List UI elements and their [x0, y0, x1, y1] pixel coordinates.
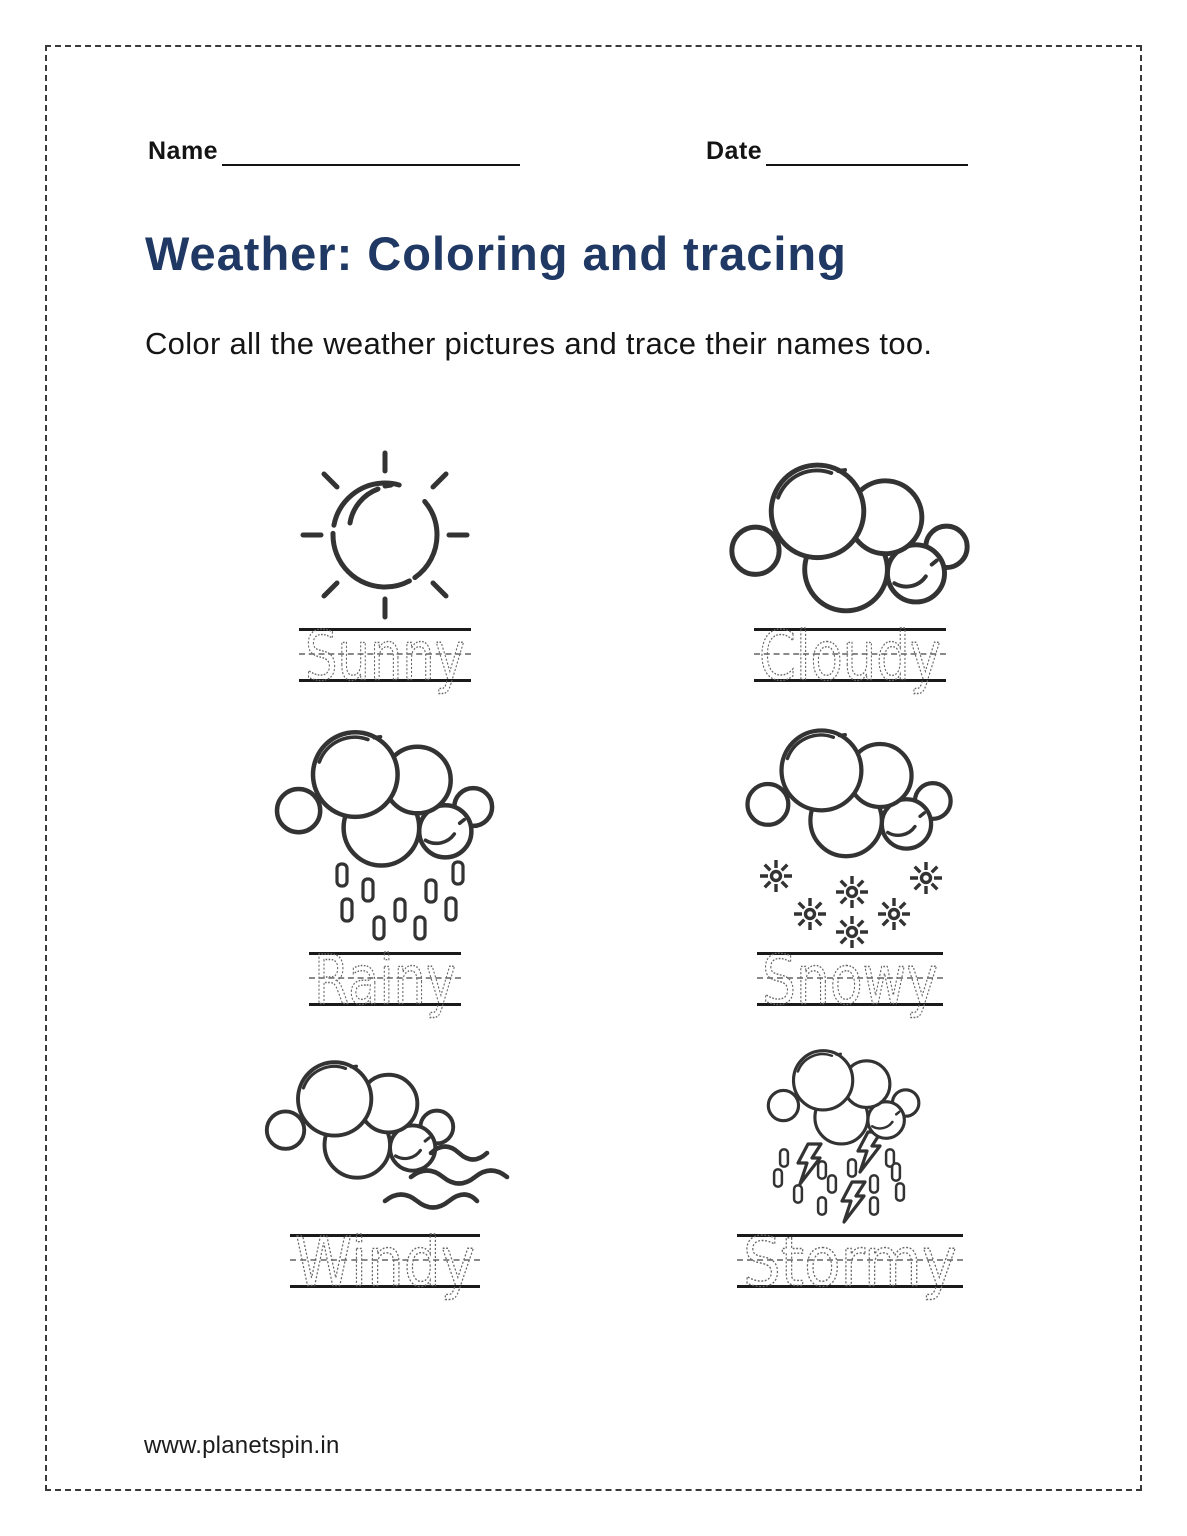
cell-windy [225, 1040, 545, 1303]
date-blank-line [766, 138, 968, 166]
rain-cloud-icon [268, 714, 503, 952]
page-title: Weather: Coloring and tracing [145, 227, 847, 280]
trace-word-rainy [309, 941, 461, 1044]
trace-word-cloudy [754, 617, 946, 720]
trace-word-sunny [299, 617, 471, 720]
instructions-text: Color all the weather pictures and trace their names too. [145, 326, 933, 361]
trace-word-snowy [757, 941, 943, 1044]
wind-cloud-icon [259, 1040, 511, 1234]
trace-lines-sunny [299, 617, 471, 697]
date-field [706, 138, 968, 166]
name-field [148, 138, 520, 166]
cell-stormy [690, 1040, 1010, 1303]
sun-icon [290, 442, 480, 628]
cloud-icon [722, 442, 978, 628]
svg-text:Cloudy: Cloudy [759, 617, 941, 697]
svg-text:Stormy: Stormy [743, 1223, 957, 1303]
name-label: Name [148, 137, 219, 165]
trace-lines-cloudy [754, 617, 946, 697]
footer-website: www.planetspin.in [144, 1432, 340, 1459]
cell-rainy [225, 714, 545, 1021]
svg-text:Snowy: Snowy [762, 941, 938, 1021]
trace-lines-stormy [737, 1223, 963, 1303]
name-blank-line [222, 138, 520, 166]
cell-snowy [690, 714, 1010, 1021]
trace-lines-rainy [309, 941, 461, 1021]
date-label: Date [706, 137, 763, 165]
svg-text:Windy: Windy [295, 1223, 475, 1303]
trace-lines-windy [290, 1223, 480, 1303]
trace-word-windy [290, 1223, 480, 1326]
cell-sunny [225, 442, 545, 697]
svg-text:Rainy: Rainy [314, 941, 456, 1021]
storm-cloud-icon [736, 1040, 964, 1234]
trace-lines-snowy [757, 941, 943, 1021]
cell-cloudy [690, 442, 1010, 697]
trace-word-stormy [737, 1223, 963, 1326]
snow-cloud-icon [734, 714, 966, 952]
svg-text:Sunny: Sunny [305, 617, 465, 697]
